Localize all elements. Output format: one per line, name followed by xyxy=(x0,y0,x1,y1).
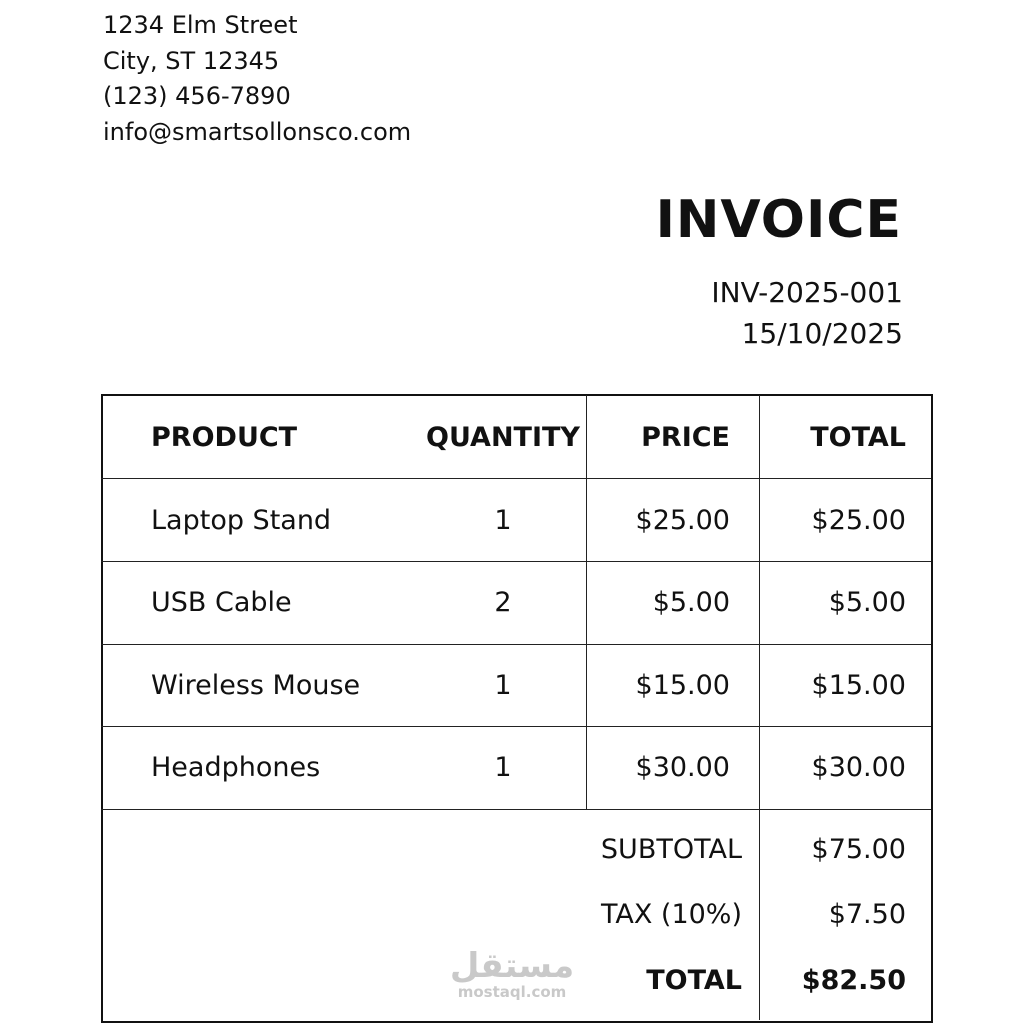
row-product: Wireless Mouse xyxy=(151,670,361,701)
tax-label: TAX (10%) xyxy=(600,899,742,930)
row-quantity: 1 xyxy=(494,670,512,701)
column-divider xyxy=(586,395,587,809)
row-quantity: 1 xyxy=(494,752,512,783)
header-price: PRICE xyxy=(641,422,730,453)
header-product: PRODUCT xyxy=(151,422,298,453)
sender-address xyxy=(103,8,411,150)
row-quantity: 2 xyxy=(494,587,512,618)
subtotal-value: $75.00 xyxy=(811,834,906,865)
row-product: Headphones xyxy=(151,752,321,783)
invoice-date: 15/10/2025 xyxy=(741,317,903,350)
grand-total-value: $82.50 xyxy=(801,965,906,996)
column-divider xyxy=(759,395,760,1020)
row-product: USB Cable xyxy=(151,587,292,618)
summary-divider xyxy=(101,809,931,810)
watermark-logo xyxy=(447,948,577,1000)
watermark-arabic: مستقل xyxy=(449,946,575,986)
sender-phone: (123) 456-7890 xyxy=(103,82,291,110)
header-divider xyxy=(101,478,931,479)
sender-email: info@smartsollonsco.com xyxy=(103,117,412,146)
row-divider xyxy=(101,644,931,645)
row-price: $25.00 xyxy=(635,505,730,536)
row-product: Laptop Stand xyxy=(151,505,332,536)
row-quantity: 1 xyxy=(494,505,512,536)
subtotal-label: SUBTOTAL xyxy=(600,834,742,865)
row-total: $30.00 xyxy=(811,752,906,783)
invoice-number: INV-2025-001 xyxy=(711,276,903,309)
tax-value: $7.50 xyxy=(828,899,906,930)
header-quantity: QUANTITY xyxy=(426,422,580,453)
invoice-title: INVOICE xyxy=(655,190,902,250)
row-total: $15.00 xyxy=(811,670,906,701)
row-total: $5.00 xyxy=(828,587,906,618)
row-total: $25.00 xyxy=(811,505,906,536)
invoice-meta xyxy=(711,272,903,354)
header-total: TOTAL xyxy=(810,422,906,453)
sender-city: City, ST 12345 xyxy=(103,46,280,75)
row-divider xyxy=(101,561,931,562)
sender-street: 1234 Elm Street xyxy=(103,11,298,39)
watermark-latin: mostaql.com xyxy=(457,983,567,1001)
row-divider xyxy=(101,726,931,727)
row-price: $15.00 xyxy=(635,670,730,701)
grand-total-label: TOTAL xyxy=(646,965,742,996)
row-price: $30.00 xyxy=(635,752,730,783)
row-price: $5.00 xyxy=(652,587,730,618)
